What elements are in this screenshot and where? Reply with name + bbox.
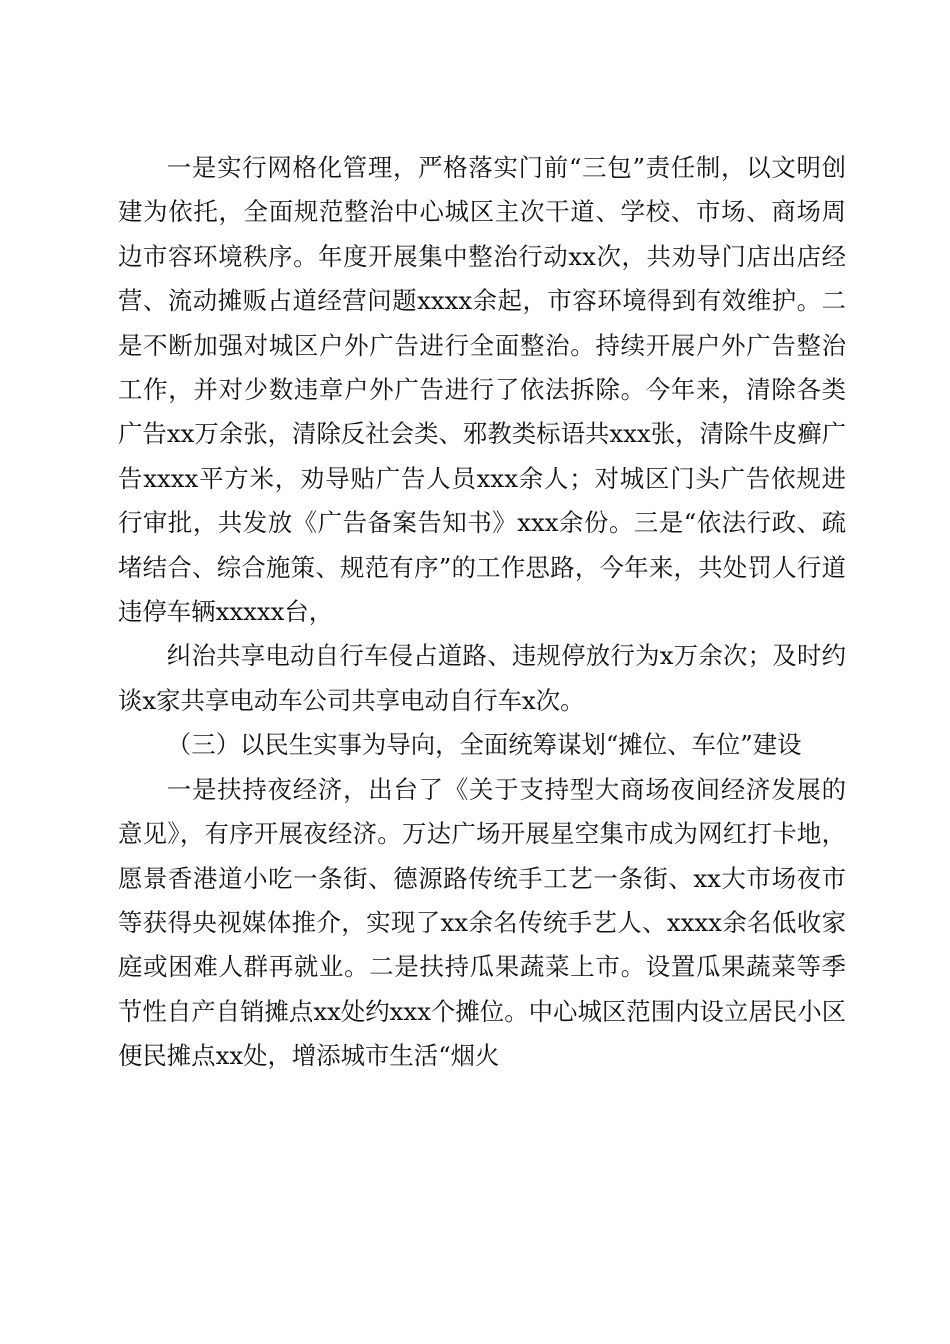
paragraph-grid-management: 一是实行网格化管理，严格落实门前“三包”责任制，以文明创建为依托，全面规范整治中心城区主次干道、学校、市场、商场周边市容环境秩序。年度开展集中整治行动xx次，共劝导门店出店经营、流动摊贩占道经营问题xxxx余起，市容环境得到有效维护。二是不断加强对城区户外广告进行全面整治。持续开展户外广告整治工作，并对少数违章户外广告进行了依法拆除。今年来，清除各类广告xx万余张，清除反社会类、邪教类标语共xxx张，清除牛皮癣广告xxxx平方米，劝导贴广告人员xxx余人；对城区门头广告依规进行审批，共发放《广告备案告知书》xxx余份。三是“依法行政、疏堵结合、综合施策、规范有序”的工作思路，今年来，共处罚人行道违停车辆xxxxx台，	[118, 153, 846, 627]
paragraph-night-economy: 一是扶持夜经济，出台了《关于支持型大商场夜间经济发展的意见》，有序开展夜经济。万达广场开展星空集市成为网红打卡地，愿景香港道小吃一条街、德源路传统手工艺一条街、xx大市场夜市等获得央视媒体推介，实现了xx余名传统手艺人、xxxx余名低收家庭或困难人群再就业。二是扶持瓜果蔬菜上市。设置瓜果蔬菜等季节性自产自销摊点xx处约xxx个摊位。中心城区范围内设立居民小区便民摊点xx处，增添城市生活“烟火	[118, 774, 846, 1071]
section-heading-three: （三）以民生实事为导向，全面统筹谋划“摊位、车位”建设	[166, 730, 802, 760]
document-body	[118, 146, 846, 1079]
paragraph-shared-bikes: 纠治共享电动自行车侵占道路、违规停放行为x万余次；及时约谈x家共享电动车公司共享电动自行车x次。	[118, 641, 846, 715]
